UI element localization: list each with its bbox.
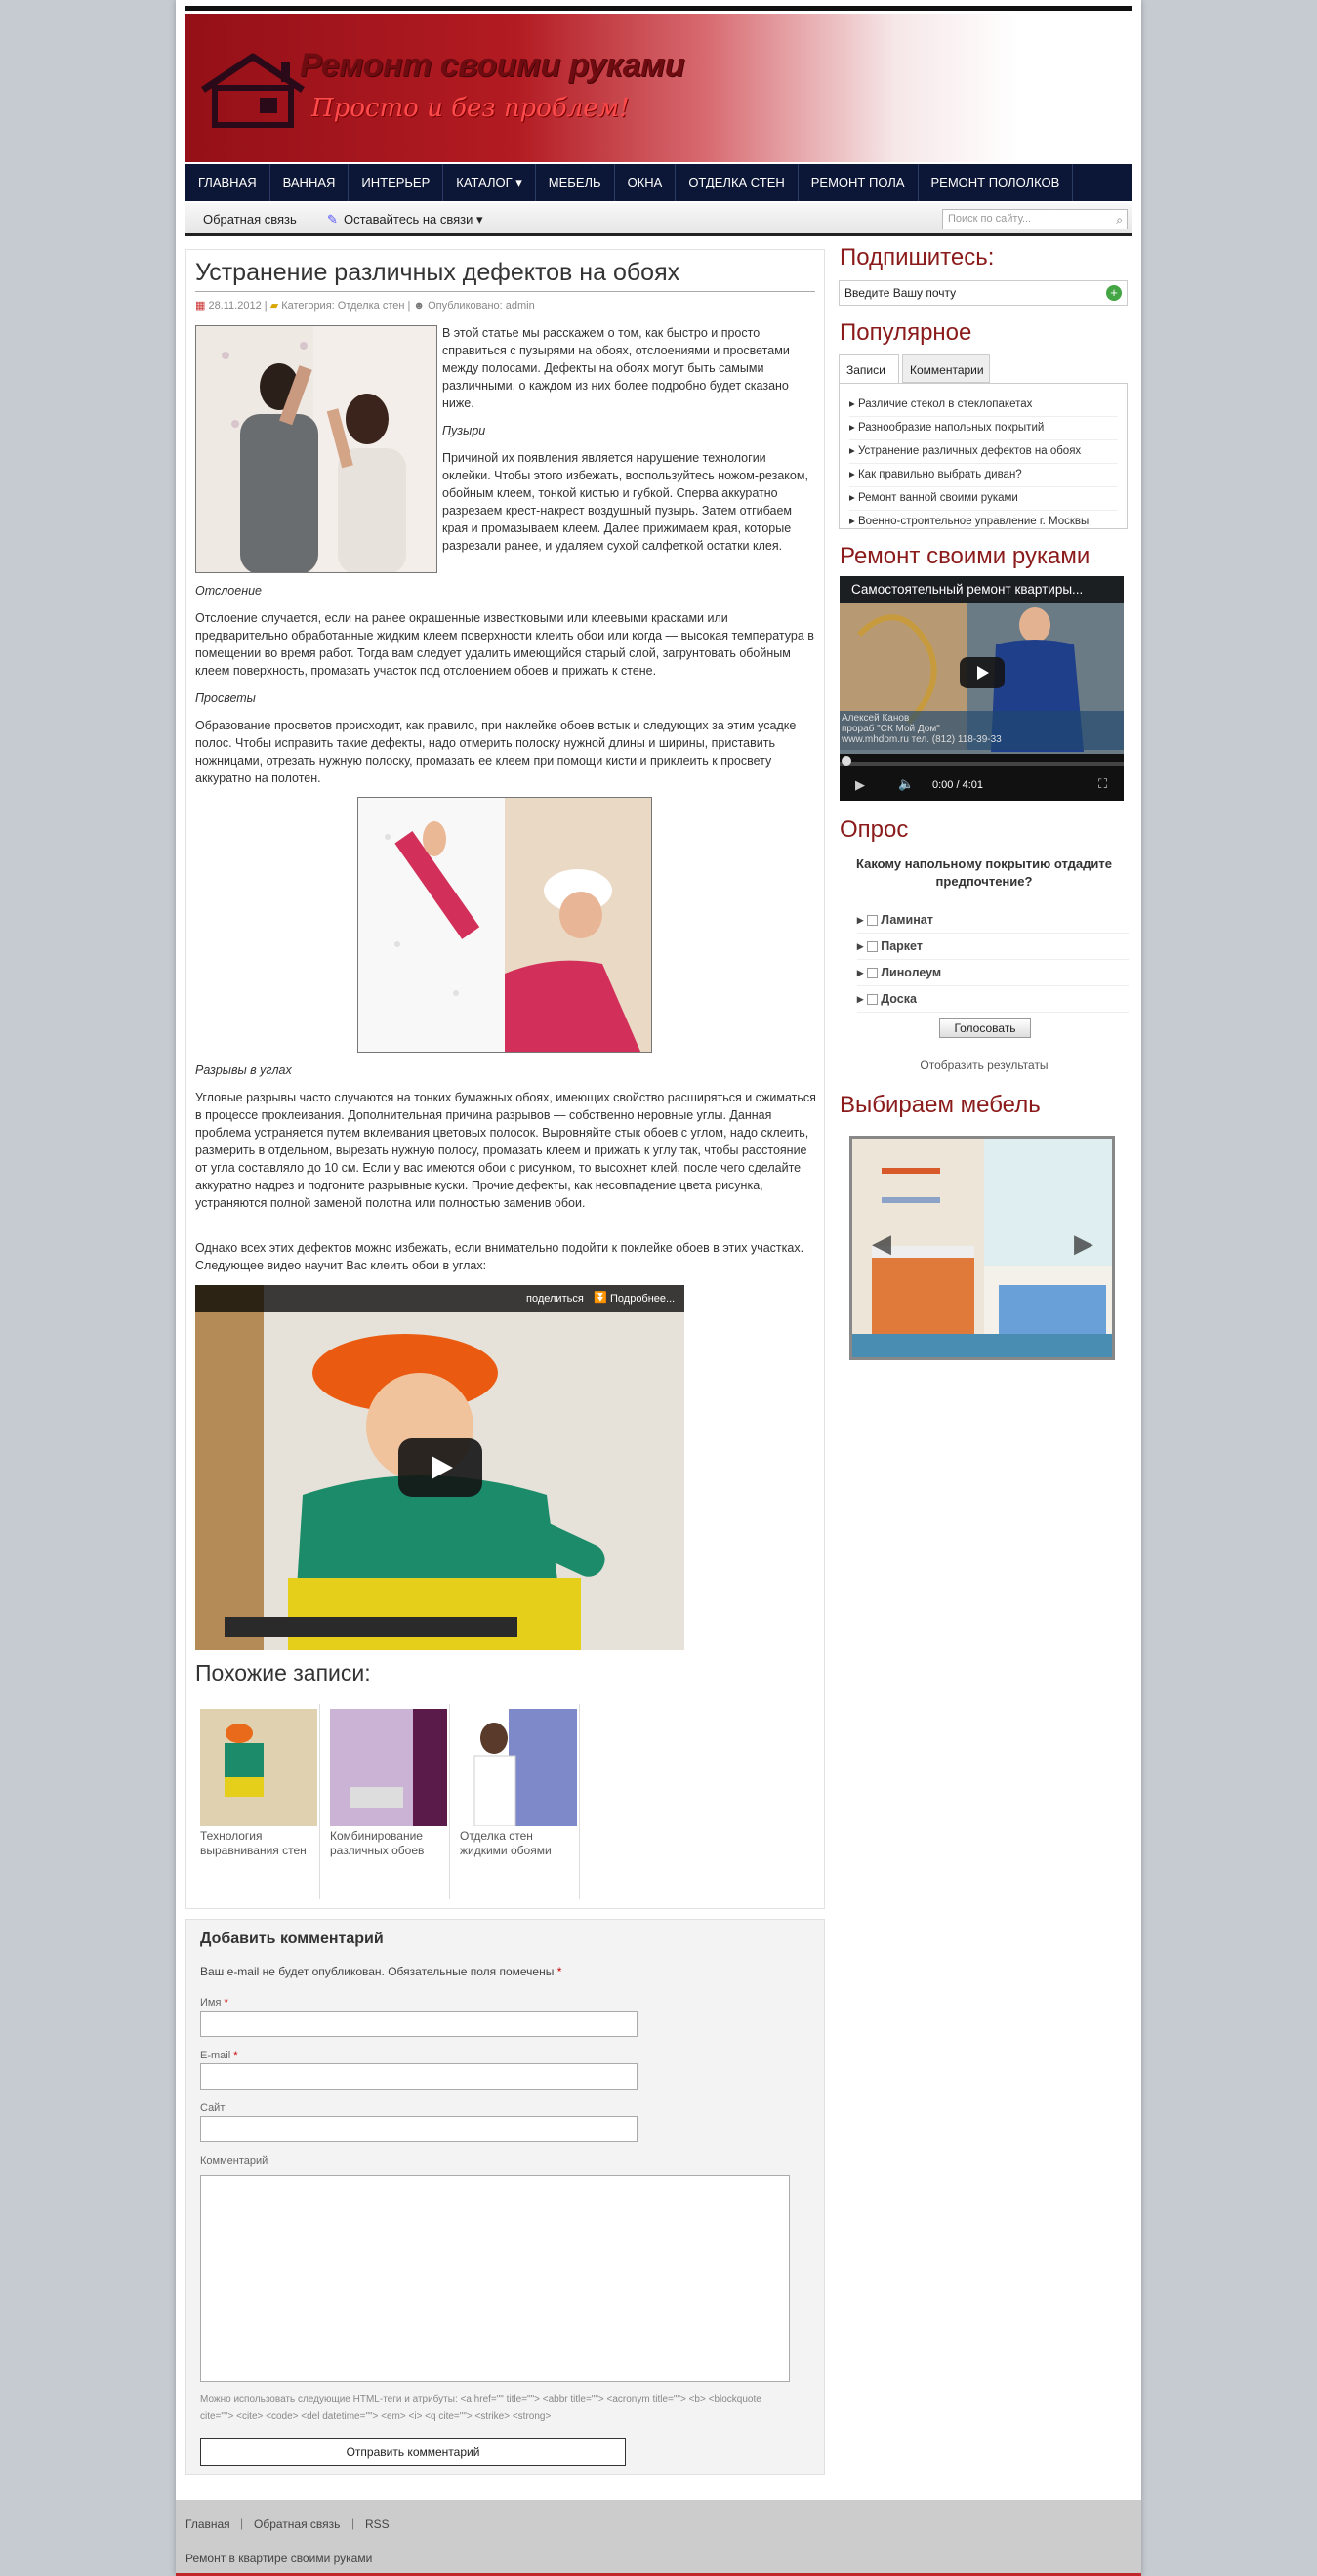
house-logo-icon <box>199 51 307 129</box>
furniture-heading: Выбираем мебель <box>840 1092 1041 1118</box>
subscribe-heading: Подпишитесь: <box>840 244 995 270</box>
nav-item-floor[interactable]: РЕМОНТ ПОЛА <box>799 164 919 201</box>
couple-wallpapering-image <box>195 325 437 573</box>
related-item-title[interactable]: Комбинирование различных обоев <box>330 1829 425 1857</box>
slideshow-prev-icon[interactable]: ◀ <box>872 1228 891 1258</box>
nav-item-ceiling[interactable]: РЕМОНТ ПОЛОЛКОВ <box>919 164 1074 201</box>
post-date: 28.11.2012 <box>208 300 262 312</box>
comment-label: Комментарий <box>200 2155 268 2167</box>
popular-item[interactable]: ▸ Различие стекол в стеклопакетах <box>849 394 1118 417</box>
related-thumb-image <box>460 1709 577 1826</box>
related-heading: Похожие записи: <box>195 1660 371 1685</box>
search-placeholder: Поиск по сайту... <box>948 213 1032 225</box>
expand-icon: ⏬ <box>594 1292 607 1304</box>
tab-posts[interactable]: Записи <box>839 354 899 384</box>
poll-checkbox[interactable] <box>867 941 878 952</box>
tears-text: Угловые разрывы часто случаются на тонких бумажных обоях, имеющих свойство расширяться и сжиматься в процессе проклеивания. Дополнительная причина разрывов — собственно неровные углы. Данная проблема устраняется путем вклеивания цветовых полосок. Выровняйте стык обоев с углом, надо склеить, размерить в отдельном, вырезать нужную полосу, промазать клеем и прижать к углу так, чтобы расстояние от угла составляло до 10 см. Если у вас имеются обои с рисунком, то высохнет клей, после чего сделайте аккуратно надрез и подгоните разрывные куски. Прочие дефекты, как несовпадение цвета рисунка, устраняются полной заменой полотна или полностью заменив обои. <box>195 1091 816 1210</box>
comment-heading: Добавить комментарий <box>200 1931 384 1947</box>
poll-option-label: Линолеум <box>881 966 942 979</box>
comment-textarea[interactable] <box>200 2175 790 2382</box>
related-thumb-image <box>330 1709 447 1826</box>
poll-option-label: Паркет <box>881 939 923 953</box>
related-item-title[interactable]: Отделка стен жидкими обоями <box>460 1829 552 1857</box>
stay-connected-link[interactable]: Оставайтесь на связи ▾ <box>344 212 483 227</box>
poll-option-label: Ламинат <box>881 913 933 927</box>
popular-item[interactable]: ▸ Военно-строительное управление г. Москвы <box>849 516 1090 527</box>
site-tagline: Просто и без проблем! <box>311 94 630 123</box>
footer-link-rss[interactable]: RSS <box>365 2517 390 2531</box>
related-item[interactable] <box>195 1704 320 1899</box>
poll-option[interactable]: ▸ Ламинат <box>857 907 1129 934</box>
post-meta: ▦ 28.11.2012 | ▰ Категория: Отделка стен | ☻ Опубликовано: admin <box>195 300 535 312</box>
submit-comment-button[interactable]: Отправить комментарий <box>200 2438 626 2466</box>
footer-separator: | <box>351 2516 355 2530</box>
related-item[interactable] <box>455 1704 580 1899</box>
vote-button[interactable]: Голосовать <box>939 1018 1031 1038</box>
name-label <box>200 1997 228 2009</box>
search-icon[interactable]: ⌕ <box>1116 213 1123 227</box>
title-divider <box>195 291 815 292</box>
main-nav <box>185 164 1132 201</box>
footer-link-feedback[interactable]: Обратная связь <box>254 2517 341 2531</box>
poll-checkbox[interactable] <box>867 968 878 978</box>
footer <box>176 2500 1141 2576</box>
email-field[interactable] <box>200 2063 638 2090</box>
bubbles-heading: Пузыри <box>442 424 486 437</box>
footer-separator: | <box>240 2516 244 2530</box>
poll-option[interactable]: ▸ Паркет <box>857 934 1129 960</box>
nav-item-interior[interactable]: ИНТЕРЬЕР <box>349 164 443 201</box>
footer-link-home[interactable]: Главная <box>185 2517 230 2531</box>
nav-item-walls[interactable]: ОТДЕЛКА СТЕН <box>676 164 798 201</box>
popular-item[interactable]: ▸ Устранение различных дефектов на обоях <box>849 440 1118 464</box>
poll-question: Какому напольному покрытию отдадите предпочтение? <box>856 856 1112 889</box>
required-star: * <box>556 1965 562 1978</box>
name-label-text: Имя <box>200 1997 222 2009</box>
related-item-title[interactable]: Технология выравнивания стен <box>200 1829 307 1857</box>
popular-item-label[interactable]: Разнообразие напольных покрытий <box>857 422 1045 434</box>
user-icon: ☻ <box>413 300 425 312</box>
sub-nav <box>185 203 1132 236</box>
post-category[interactable]: Категория: Отделка стен <box>281 300 405 312</box>
intro-text: В этой статье мы расскажем о том, как быстро и просто справиться с пузырями на обоях, отслоениями и просветами между полосами. Дефекты на обоях могут быть самыми различными, о каждом из них более подробно будет сказано ниже. <box>442 326 790 410</box>
feedback-link[interactable]: Обратная связь <box>203 212 297 227</box>
site-title[interactable]: Ремонт своими руками <box>300 47 685 84</box>
peel-heading: Отслоение <box>195 584 262 598</box>
poll-option-label: Доска <box>881 992 917 1006</box>
folder-icon: ▰ <box>269 300 279 312</box>
post-title[interactable]: Устранение различных дефектов на обоях <box>195 259 680 286</box>
furniture-slideshow[interactable] <box>849 1136 1115 1360</box>
calendar-icon: ▦ <box>195 300 206 312</box>
play-control-icon[interactable]: ▶ <box>855 777 865 792</box>
nav-item-bathroom[interactable]: ВАННАЯ <box>270 164 350 201</box>
play-icon <box>398 1438 482 1497</box>
sidebar-video-play-button[interactable] <box>960 657 1005 688</box>
popular-item[interactable]: ▸ Ремонт ванной своими руками <box>849 487 1118 511</box>
nav-item-windows[interactable]: ОКНА <box>615 164 677 201</box>
plus-icon[interactable]: + <box>1106 285 1122 301</box>
poll-checkbox[interactable] <box>867 994 878 1005</box>
tab-comments[interactable]: Комментарии <box>902 354 990 383</box>
poll-checkbox[interactable] <box>867 915 878 926</box>
sidebar-video-caption <box>842 713 1037 745</box>
name-field[interactable] <box>200 2011 638 2037</box>
woman-wallpapering-image <box>357 797 652 1053</box>
video-time: 0:00 / 4:01 <box>932 779 983 791</box>
sidebar-video-player[interactable] <box>840 576 1124 801</box>
nav-item-furniture[interactable]: МЕБЕЛЬ <box>536 164 615 201</box>
outro-text: Однако всех этих дефектов можно избежать, если внимательно подойти к поклейке обоев в этих участках. Следующее видео научит Вас клеить обои в углах: <box>195 1241 804 1272</box>
required-star: * <box>224 1997 228 2009</box>
gaps-heading: Просветы <box>195 691 256 705</box>
video-caption-company: прораб "СК Мой Дом" <box>842 724 940 734</box>
peel-text: Отслоение случается, если на ранее окрашенные известковыми или клеевыми красками или предварительно обработанные жидким клеем поверхности клеить обои или когда — высокая температура в помещении во время работ. Тогда вам следует удалить имеющийся старый слой, загрунтовать обойным клеем поверхность, промазать участок под отслоением обоев и прижать к стене. <box>195 611 814 678</box>
popular-item-label[interactable]: Военно-строительное управление г. Москвы <box>857 516 1090 527</box>
video-share-button[interactable]: поделиться <box>526 1293 584 1305</box>
poll-option[interactable]: ▸ Доска <box>857 986 1129 1013</box>
tears-heading: Разрывы в углах <box>195 1063 292 1077</box>
poll-option[interactable]: ▸ Линолеум <box>857 960 1129 986</box>
video-widget-heading: Ремонт своими руками <box>840 543 1091 569</box>
related-item[interactable] <box>325 1704 450 1899</box>
allowed-tags-note: Можно использовать следующие HTML-теги и атрибуты: <a href="" title=""> <abbr title=""> <acronym title=""> <b> <blockquote cite=""> <cite> <code> <del datetime=""> <em> <i> <q cite=""> <strike> <strong> <box>200 2394 761 2422</box>
show-results-link[interactable]: Отобразить результаты <box>920 1059 1049 1072</box>
nav-item-home[interactable]: ГЛАВНАЯ <box>185 164 270 201</box>
post-author[interactable]: Опубликовано: admin <box>428 300 535 312</box>
video-caption-person: Алексей Канов <box>842 713 910 724</box>
video-play-button[interactable] <box>398 1438 482 1497</box>
nav-item-catalog[interactable]: КАТАЛОГ ▾ <box>443 164 536 201</box>
popular-item-label[interactable]: Как правильно выбрать диван? <box>857 469 1022 480</box>
popular-item[interactable]: ▸ Разнообразие напольных покрытий <box>849 417 1118 440</box>
comment-note <box>200 1965 561 1978</box>
popular-heading: Популярное <box>840 319 972 346</box>
site-field[interactable] <box>200 2116 638 2142</box>
slideshow-next-icon[interactable]: ▶ <box>1074 1228 1093 1258</box>
play-icon <box>960 657 1005 688</box>
popular-item-label[interactable]: Устранение различных дефектов на обоях <box>857 445 1082 457</box>
video-more-button[interactable]: Подробнее... <box>610 1293 676 1305</box>
email-label <box>200 2050 238 2061</box>
volume-icon[interactable]: 🔈 <box>898 776 915 791</box>
required-star: * <box>233 2050 238 2061</box>
popular-list <box>839 383 1128 529</box>
related-thumb-image <box>200 1709 317 1826</box>
subscribe-email-input[interactable] <box>839 280 1128 306</box>
page <box>176 0 1141 2576</box>
pencil-icon: ✎ <box>327 212 338 227</box>
fullscreen-icon[interactable]: ⛶ <box>1098 776 1108 791</box>
gaps-text: Образование просветов происходит, как правило, при наклейке обоев встык и следующих за этим усадке полос. Чтобы исправить такие дефекты, надо отмерить полоску нужной длины и ширины, приставить ножницами, отрезать нужную полоску, промазать ее клеем при помощи кисти и приклеить к просвету аккуратно на полотен. <box>195 719 797 785</box>
wallpaper-video-player[interactable] <box>195 1285 684 1650</box>
footer-copyright: Ремонт в квартире своими руками <box>185 2552 373 2565</box>
poll-heading: Опрос <box>840 816 909 843</box>
email-label-text: E-mail <box>200 2050 231 2061</box>
sidebar-video-title[interactable]: Самостоятельный ремонт квартиры... <box>851 582 1084 597</box>
site-label: Сайт <box>200 2102 226 2114</box>
search-input[interactable] <box>942 209 1128 229</box>
bubbles-text: Причиной их появления является нарушение технологии оклейки. Чтобы этого избежать, воспользуйтесь ножом-резаком, обойным клеем, тонкой кистью и губкой. Сперва аккуратно разрезаем крест-накрест воздушный пузырь. Затем отгибаем края и промазываем клеем. Далее прижимаем края, которые разрезали ранее, и удаляем сухой салфеткой остатки клея. <box>442 451 808 553</box>
popular-item[interactable]: ▸ Как правильно выбрать диван? <box>849 464 1118 487</box>
popular-item-label[interactable]: Различие стекол в стеклопакетах <box>857 398 1033 410</box>
comment-note-text: Ваш e-mail не будет опубликован. Обязательные поля помечены <box>200 1965 555 1978</box>
subscribe-placeholder: Введите Вашу почту <box>844 286 957 300</box>
site-header-banner[interactable] <box>185 14 1132 162</box>
top-bar <box>185 6 1132 11</box>
popular-item-label[interactable]: Ремонт ванной своими руками <box>857 492 1018 504</box>
video-scrubber-handle[interactable] <box>842 756 851 766</box>
video-caption-phone: www.mhdom.ru тел. (812) 118-39-33 <box>842 734 1002 745</box>
